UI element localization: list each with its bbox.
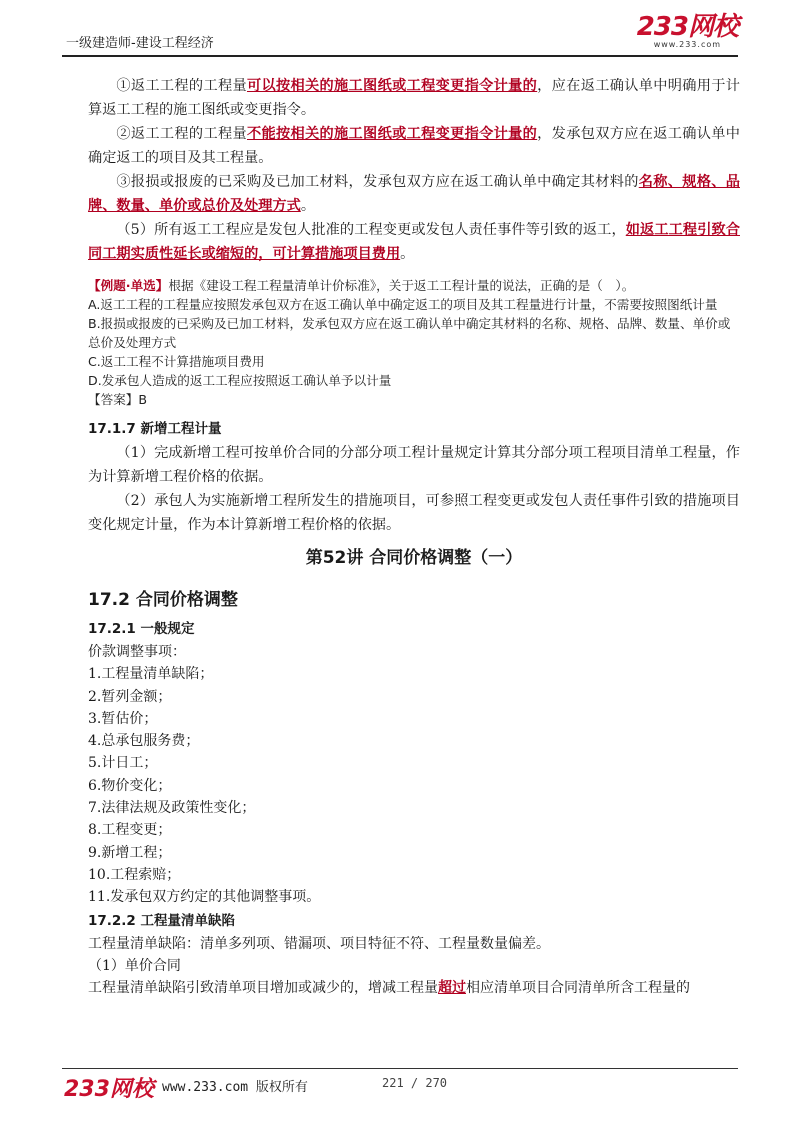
- section-heading-1721: 17.2.1 一般规定: [88, 621, 195, 637]
- section-heading-1722: 17.2.2 工程量清单缺陷: [88, 912, 236, 929]
- list-item: 7.法律法规及政策性变化；: [88, 800, 256, 817]
- highlight-text: 不能按相关的施工图纸或工程变更指令计量的: [246, 126, 538, 142]
- list-item: 8.工程变更；: [88, 822, 172, 839]
- example-stem: [88, 276, 740, 295]
- paragraph-rework-5: （5）所有返工工程应是发包人批准的工程变更或发包人责任事件等引致的返工，如返工工程引致合同工期实质性延长或缩短的，可计算措施项目费用。: [88, 222, 740, 262]
- paragraph-1722-2: （1）单价合同: [88, 957, 181, 974]
- page-content: [88, 74, 740, 999]
- page-footer: [62, 1068, 738, 1108]
- paragraph-1717-1: （1）完成新增工程可按单价合同的分部分项工程计量规定计算其分部分项工程项目清单工程量，作为计算新增工程价格的依据。: [88, 445, 740, 485]
- paragraph-rework-1: ①返工工程的工程量可以按相关的施工图纸或工程变更指令计量的，应在返工确认单中明确用于计算返工工程的施工图纸或变更指令。: [88, 78, 740, 118]
- list-item: 2.暂列金额；: [88, 688, 172, 705]
- footer-divider: [62, 1068, 738, 1069]
- logo-url: www.233.com: [653, 40, 722, 49]
- header-divider: [62, 55, 738, 57]
- adjustment-intro: 价款调整事项：: [88, 644, 186, 660]
- header-title: 一级建造师-建设工程经济: [66, 36, 214, 51]
- highlight-text: 名称、规格、品牌、数量、单价或总价及处理方式: [88, 174, 740, 214]
- footer-logo[interactable]: 233网校: [64, 1077, 154, 1102]
- list-item: 5.计日工；: [88, 755, 158, 772]
- list-item: 6.物价变化；: [88, 777, 172, 794]
- logo-text: 233网校: [636, 12, 738, 42]
- paragraph-1717-2: （2）承包人为实施新增工程所发生的措施项目，可参照工程变更或发包人责任事件引致的措施项目变化规定计量，作为本计算新增工程价格的依据。: [88, 493, 740, 533]
- paragraph-rework-3: ③报损或报废的已采购及已加工材料，发承包双方应在返工确认单中确定其材料的名称、规格、品牌、数量、单价或总价及处理方式。: [88, 174, 740, 214]
- example-question-text: 根据《建设工程工程量清单计价标准》，关于返工工程计量的说法，正确的是（ ）。: [168, 278, 635, 293]
- section-heading-1717: 17.1.7 新增工程计量: [88, 421, 222, 437]
- example-question: [88, 276, 740, 409]
- page-number: 221 / 270: [382, 1076, 448, 1090]
- section-heading-172: 17.2 合同价格调整: [88, 590, 238, 610]
- list-item: 4.总承包服务费；: [88, 733, 200, 750]
- example-option-a: A.返工工程的工程量应按照发承包双方在返工确认单中确定返工的项目及其工程量进行计量，不需要按照图纸计量: [88, 297, 718, 312]
- list-item: 10.工程索赔；: [88, 866, 181, 883]
- paragraph-1722-1: 工程量清单缺陷：清单多列项、错漏项、项目特征不符、工程量数量偏差。: [88, 935, 550, 952]
- example-option-d: D.发承包人造成的返工工程应按照返工确认单予以计量: [88, 373, 392, 388]
- brand-logo[interactable]: [637, 14, 738, 49]
- highlight-text: 超过: [438, 980, 466, 997]
- page-header: [62, 0, 738, 58]
- example-tag: 【例题·单选】: [88, 278, 169, 293]
- paragraph-rework-2: ②返工工程的工程量不能按相关的施工图纸或工程变更指令计量的，发承包双方应在返工确认单中确定返工的项目及其工程量。: [88, 126, 740, 166]
- footer-site-text: www.233.com 版权所有: [162, 1080, 308, 1095]
- highlight-text: 如返工工程引致合同工期实质性延长或缩短的，可计算措施项目费用: [88, 222, 740, 262]
- list-item: 1.工程量清单缺陷；: [88, 666, 214, 683]
- example-option-b: B.报损或报废的已采购及已加工材料，发承包双方应在返工确认单中确定其材料的名称、规格、品牌、数量、单价或总价及处理方式: [88, 316, 731, 350]
- list-item: 9.新增工程；: [88, 844, 172, 861]
- highlight-text: 可以按相关的施工图纸或工程变更指令计量的: [246, 78, 538, 94]
- paragraph-1722-3: 工程量清单缺陷引致清单项目增加或减少的，增减工程量超过相应清单项目合同清单所含工程量的: [88, 980, 690, 997]
- list-item: 11.发承包双方约定的其他调整事项。: [88, 889, 321, 906]
- lecture-title: 第52讲 合同价格调整（一）: [305, 548, 523, 568]
- list-item: 3.暂估价；: [88, 710, 158, 727]
- example-answer: 【答案】B: [88, 392, 148, 407]
- example-option-c: C.返工工程不计算措施项目费用: [88, 354, 265, 369]
